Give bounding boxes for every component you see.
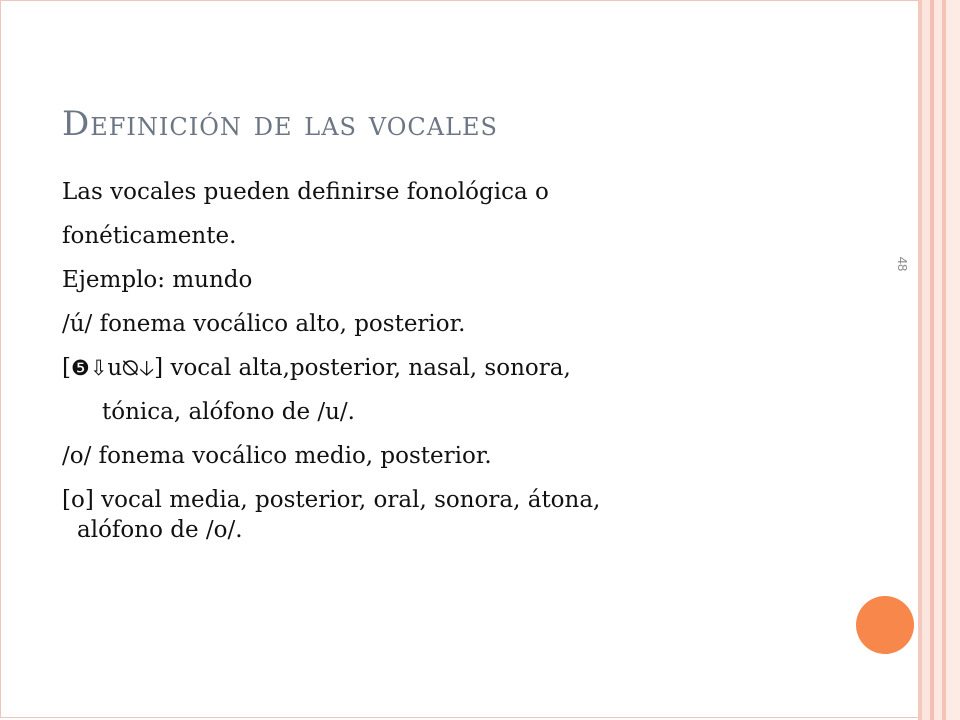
body-line: /ú/ fonema vocálico alto, posterior. (62, 311, 466, 337)
decorative-stripe (922, 0, 930, 720)
symbol-five-icon: ❺ (70, 356, 90, 380)
down-arrow-icon: ⇩ (89, 356, 108, 380)
body-line: Las vocales pueden definirse fonológica o (62, 179, 549, 205)
body-line: tónica, alófono de /u/. (102, 399, 355, 425)
slide-body (62, 170, 822, 545)
body-line (62, 346, 822, 390)
phonetic-letter: u (107, 355, 123, 381)
decorative-circle (856, 596, 914, 654)
body-line: alófono de /o/. (77, 517, 243, 543)
body-line: [o] vocal media, posterior, oral, sonora, átona, (62, 487, 601, 513)
body-line: fonéticamente. (62, 223, 237, 249)
body-text: ] vocal alta,posterior, nasal, sonora, (154, 355, 571, 381)
bold-down-arrow-icon: 🡣 (139, 356, 155, 380)
decorative-stripe (946, 0, 960, 720)
nasal-symbol-icon: ⦰ (122, 356, 140, 380)
body-line: /o/ fonema vocálico medio, posterior. (62, 443, 492, 469)
bracket-text: [ (62, 355, 71, 381)
page-number: 48 (895, 256, 910, 272)
slide-title: Definición de las vocales (62, 104, 498, 144)
decorative-stripe (934, 0, 942, 720)
body-line: Ejemplo: mundo (62, 267, 253, 293)
body-paragraph (62, 485, 822, 545)
